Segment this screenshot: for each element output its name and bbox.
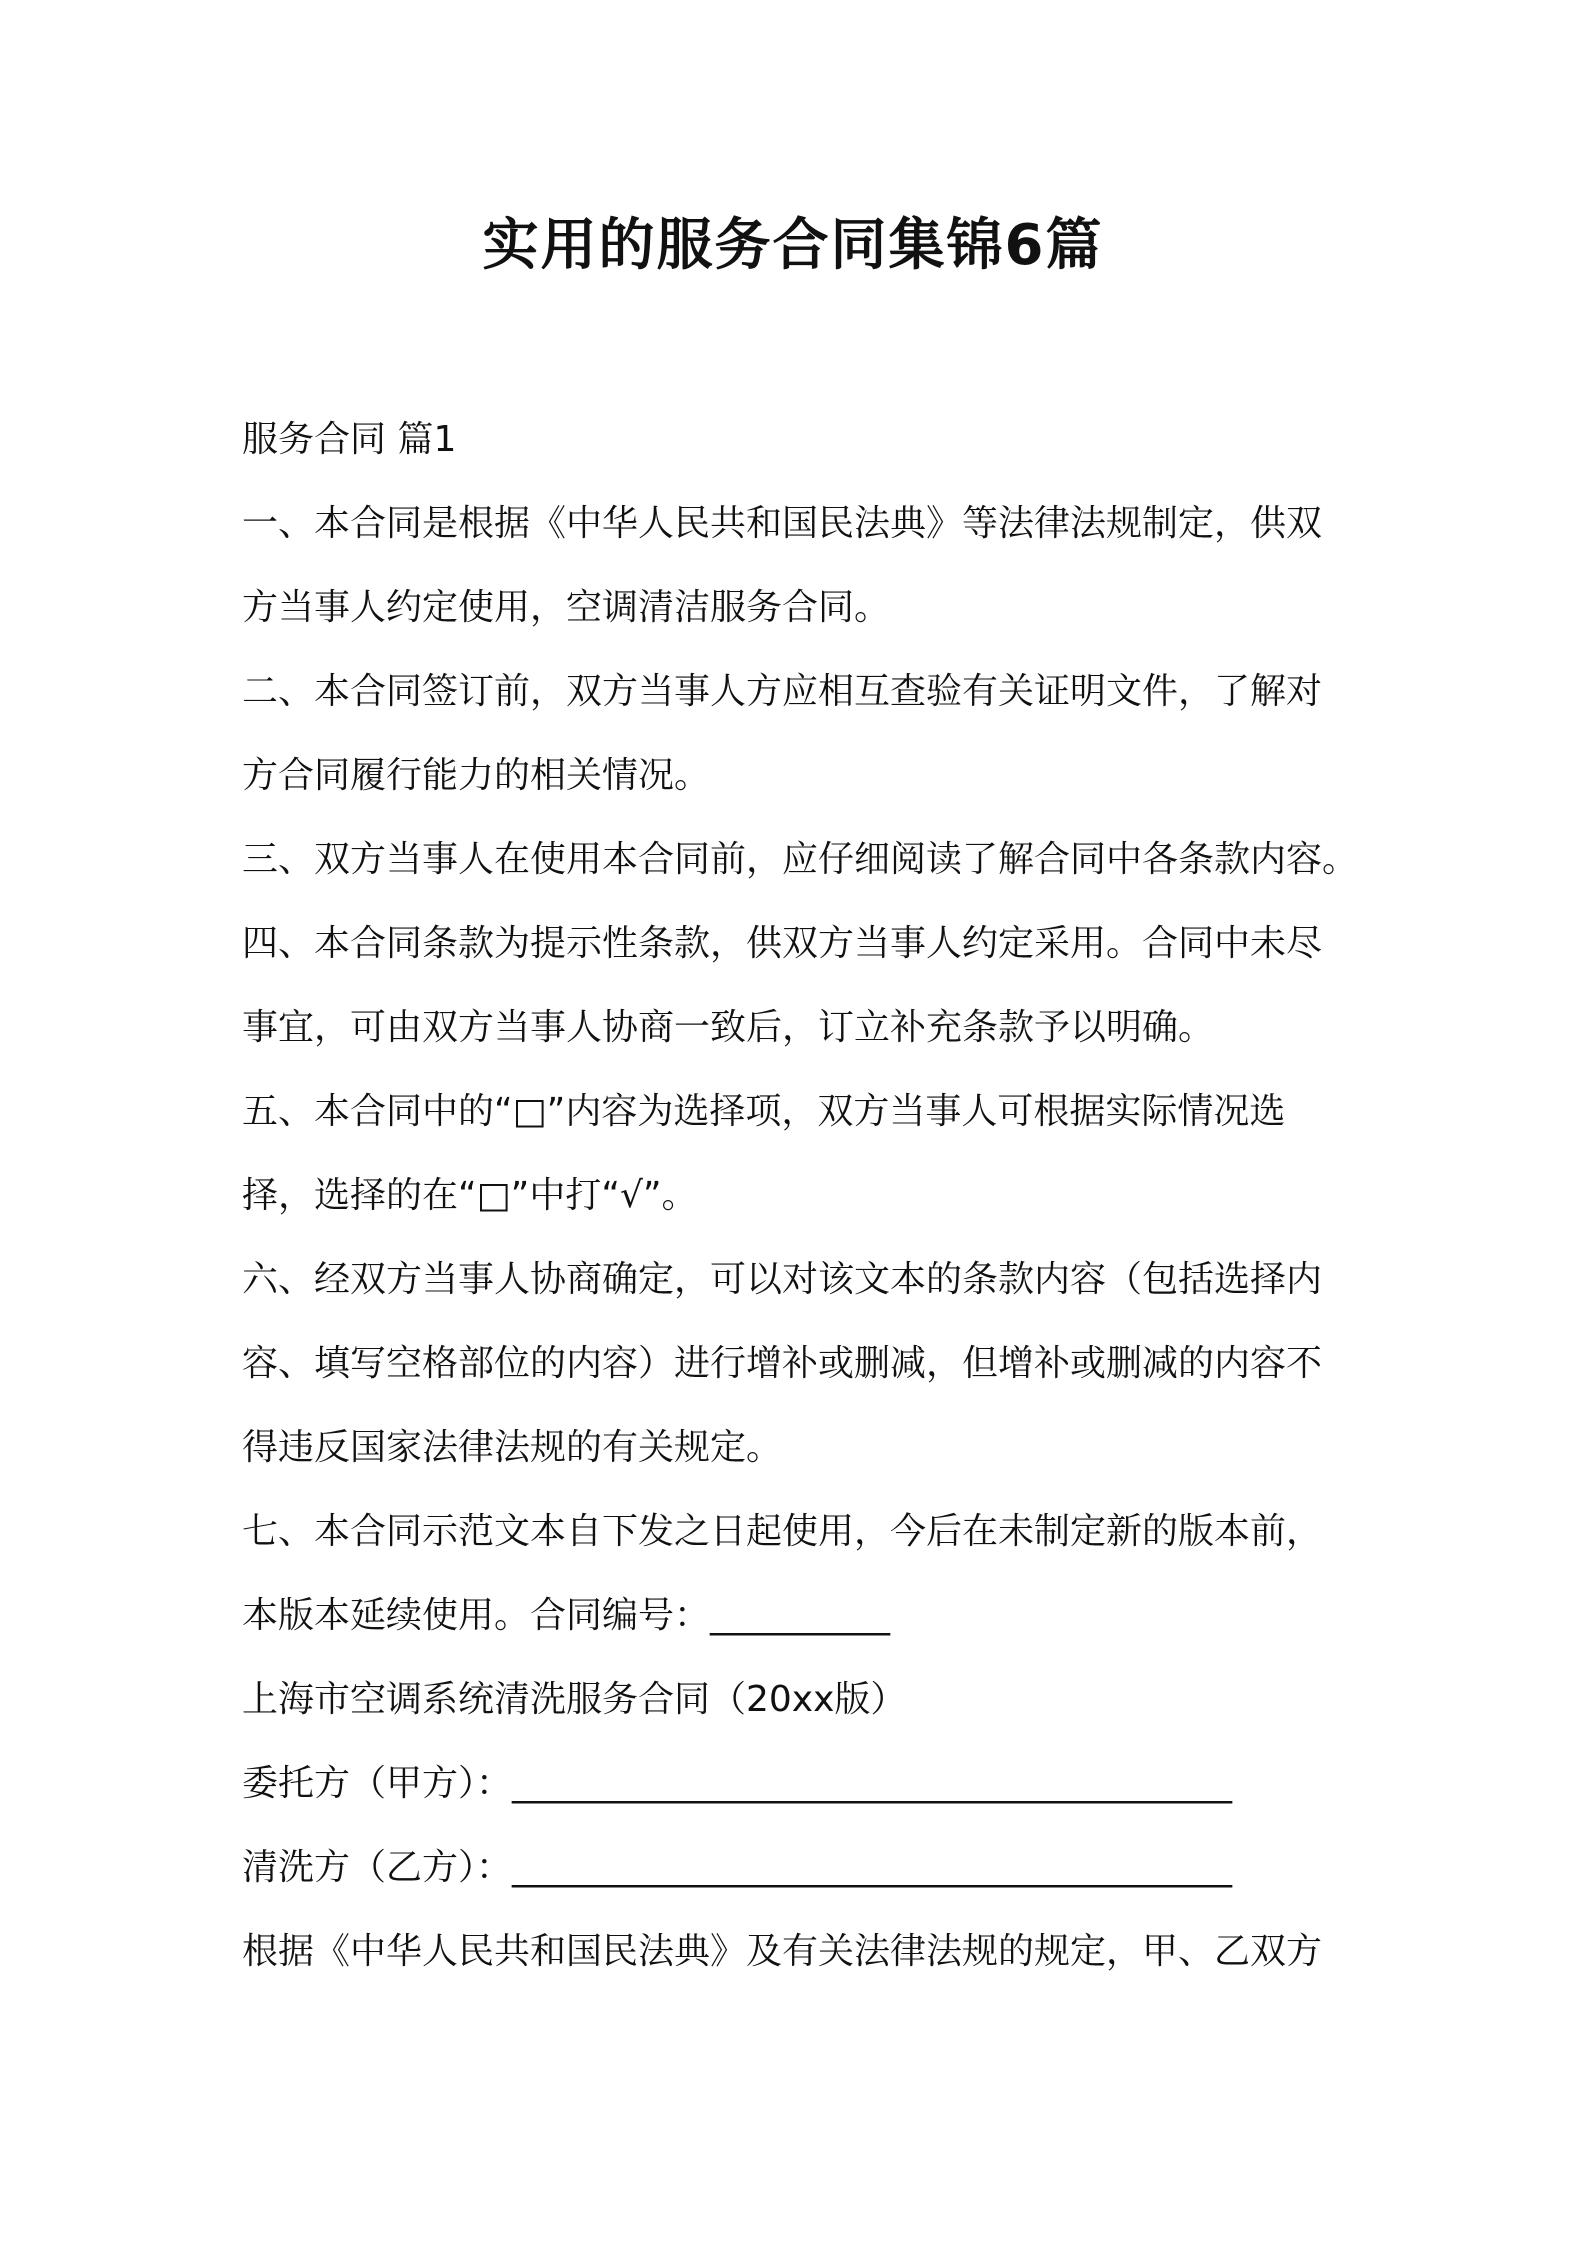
document-body [242,398,1362,1994]
paragraph-line: 三、双方当事人在使用本合同前，应仔细阅读了解合同中各条款内容。 [242,839,1359,880]
paragraph-line: 五、本合同中的“□”内容为选择项，双方当事人可根据实际情况选 [242,1091,1286,1132]
paragraph-line: 七、本合同示范文本自下发之日起使用，今后在未制定新的版本前， [242,1511,1323,1552]
section-heading: 服务合同 篇1 [242,419,457,460]
paragraph-line: 方当事人约定使用，空调清洁服务合同。 [242,587,891,628]
document-title: 实用的服务合同集锦6篇 [482,213,1104,278]
paragraph-line: 一、本合同是根据《中华人民共和国民法典》等法律法规制定，供双 [242,503,1323,544]
paragraph-line: 择，选择的在“□”中打“√”。 [242,1175,698,1216]
paragraph-line: 事宜，可由双方当事人协商一致后，订立补充条款予以明确。 [242,1007,1215,1048]
paragraph-line: 根据《中华人民共和国民法典》及有关法律法规的规定，甲、乙双方 [242,1931,1323,1972]
paragraph-line: 二、本合同签订前，双方当事人方应相互查验有关证明文件，了解对 [242,671,1323,712]
paragraph-line: 四、本合同条款为提示性条款，供双方当事人约定采用。合同中未尽 [242,923,1323,964]
paragraph-line: 容、填写空格部位的内容）进行增补或删减，但增补或删减的内容不 [242,1343,1323,1384]
contract-title-line: 上海市空调系统清洗服务合同（20xx版） [242,1679,907,1720]
paragraph-line: 六、经双方当事人协商确定，可以对该文本的条款内容（包括选择内 [242,1259,1323,1300]
paragraph-line: 得违反国家法律法规的有关规定。 [242,1427,783,1468]
party-b-line: 清洗方（乙方）：________________________________________ [242,1847,1233,1888]
party-a-line: 委托方（甲方）：________________________________________ [242,1763,1233,1804]
paragraph-line: 方合同履行能力的相关情况。 [242,755,711,796]
contract-number-line: 本版本延续使用。合同编号：__________ [242,1595,891,1636]
